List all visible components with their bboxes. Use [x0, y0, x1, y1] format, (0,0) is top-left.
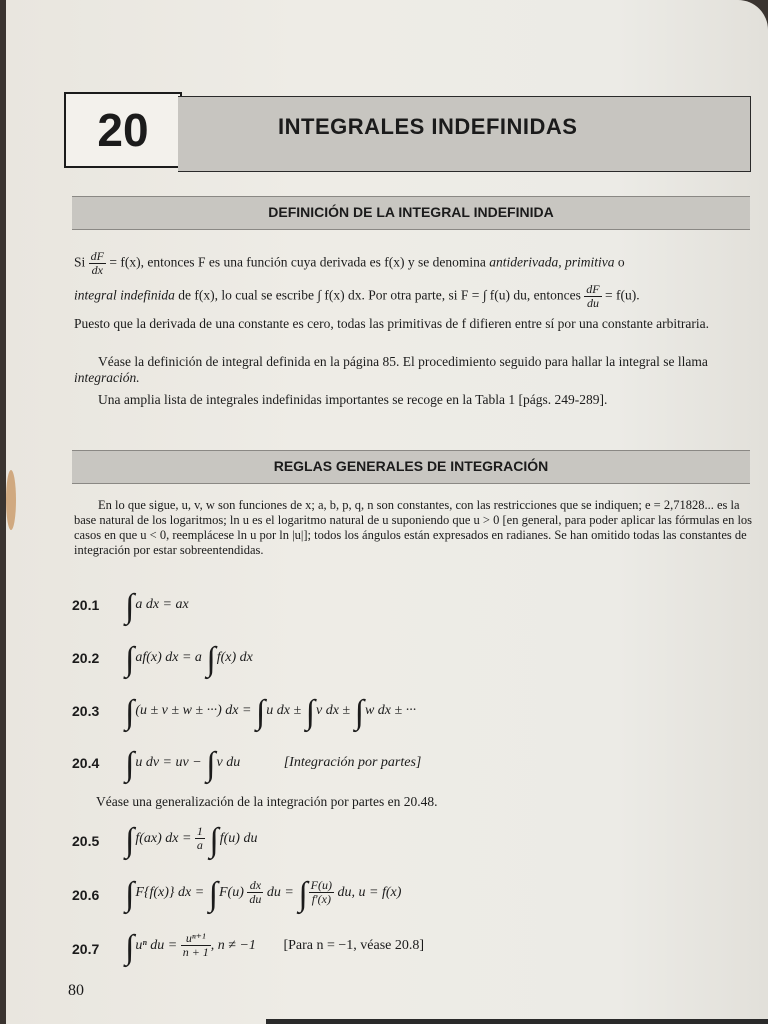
rule-note: [Integración por partes]: [283, 755, 422, 770]
page-number: 80: [68, 982, 84, 999]
rule-number: 20.4: [72, 755, 100, 771]
paragraph-table: Una amplia lista de integrales indefinidas importantes se recoge en la Tabla 1 [págs. 249-289].: [98, 392, 608, 407]
formula: ∫u dv = uv − ∫v du [Integración por partes]: [125, 746, 422, 783]
chapter-number: 20: [97, 104, 149, 156]
rule-number: 20.2: [72, 650, 100, 666]
rule-number: 20.7: [72, 941, 100, 957]
formula: ∫af(x) dx = a ∫f(x) dx: [125, 641, 253, 678]
paragraph-definition-cont: integral indefinida de f(x), lo cual se escribe ∫ f(x) dx. Por otra parte, si F = ∫ f(u) du, entonces $\frac{dF}{du}$ = f(u).: [74, 282, 640, 310]
chapter-number-box: [64, 92, 182, 168]
rule-number: 20.1: [72, 597, 100, 613]
section-heading: DEFINICIÓN DE LA INTEGRAL INDEFINIDA: [268, 204, 554, 220]
chapter-title: INTEGRALES INDEFINIDAS: [278, 114, 578, 139]
paragraph-definition: Si $\frac{dF}{dx}$ = f(x), entonces F es una función cuya derivada es f(x) y se denomina antiderivada, primitiva o: [74, 249, 625, 277]
rule-number: 20.3: [72, 703, 100, 719]
formula: ∫uⁿ du = $\frac{\text{uⁿ⁺¹}}{n + 1}$ , n ≠ −1 [Para n = −1, véase 20.8]: [125, 929, 425, 966]
paragraph-intro: En lo que sigue, u, v, w son funciones de x; a, b, p, q, n son constantes, con las restricciones que se indiquen; e = 2,71828... es la base natural de los logaritmos; ln u es el logaritmo natural de u suponiendo que u > 0 [en general, para poder aplicar las fórmulas en los casos en que u < 0, reemplácese ln u por ln |u|]; todos los ángulos están expresados en radianes. Se han omitido todas las constantes de integración por estar sobreentendidas.: [74, 498, 753, 557]
paragraph-note: Véase una generalización de la integración por partes en 20.48.: [96, 794, 438, 809]
section-heading: REGLAS GENERALES DE INTEGRACIÓN: [273, 458, 549, 474]
chapter-title-box: [178, 96, 751, 172]
book-page: [6, 0, 768, 1024]
rule-number: 20.5: [72, 833, 100, 849]
paragraph-reference: Véase la definición de integral definida en la página 85. El procedimiento seguido para hallar la integral se llama integración.: [74, 354, 708, 385]
section-heading-bar: [72, 196, 750, 230]
rule-number: 20.6: [72, 887, 100, 903]
fraction: $\frac{dF}{dx}$: [90, 249, 104, 277]
formula: ∫(u ± v ± w ± ···) dx = ∫u dx ± ∫v dx ± ∫w dx ± ···: [125, 694, 417, 731]
rule-note: [Para n = −1, véase 20.8]: [283, 938, 425, 953]
finger-shadow: [6, 470, 16, 530]
section-heading-bar: [72, 450, 750, 484]
formula: ∫a dx = ax: [125, 588, 189, 625]
page-edge: [266, 1019, 768, 1024]
formula: ∫F{f(x)} dx = ∫F(u) $\frac{dx}{du}$ du = ∫ $\frac{F(u)}{f'(x)}$ du, u = f(x): [125, 876, 402, 913]
fraction: $\frac{dF}{du}$: [586, 282, 600, 310]
formula: ∫f(ax) dx = $\frac{1}{a}$ ∫f(u) du: [125, 822, 258, 859]
paragraph-constant: Puesto que la derivada de una constante es cero, todas las primitivas de f difieren entre sí por una constante arbitraria.: [74, 316, 710, 331]
